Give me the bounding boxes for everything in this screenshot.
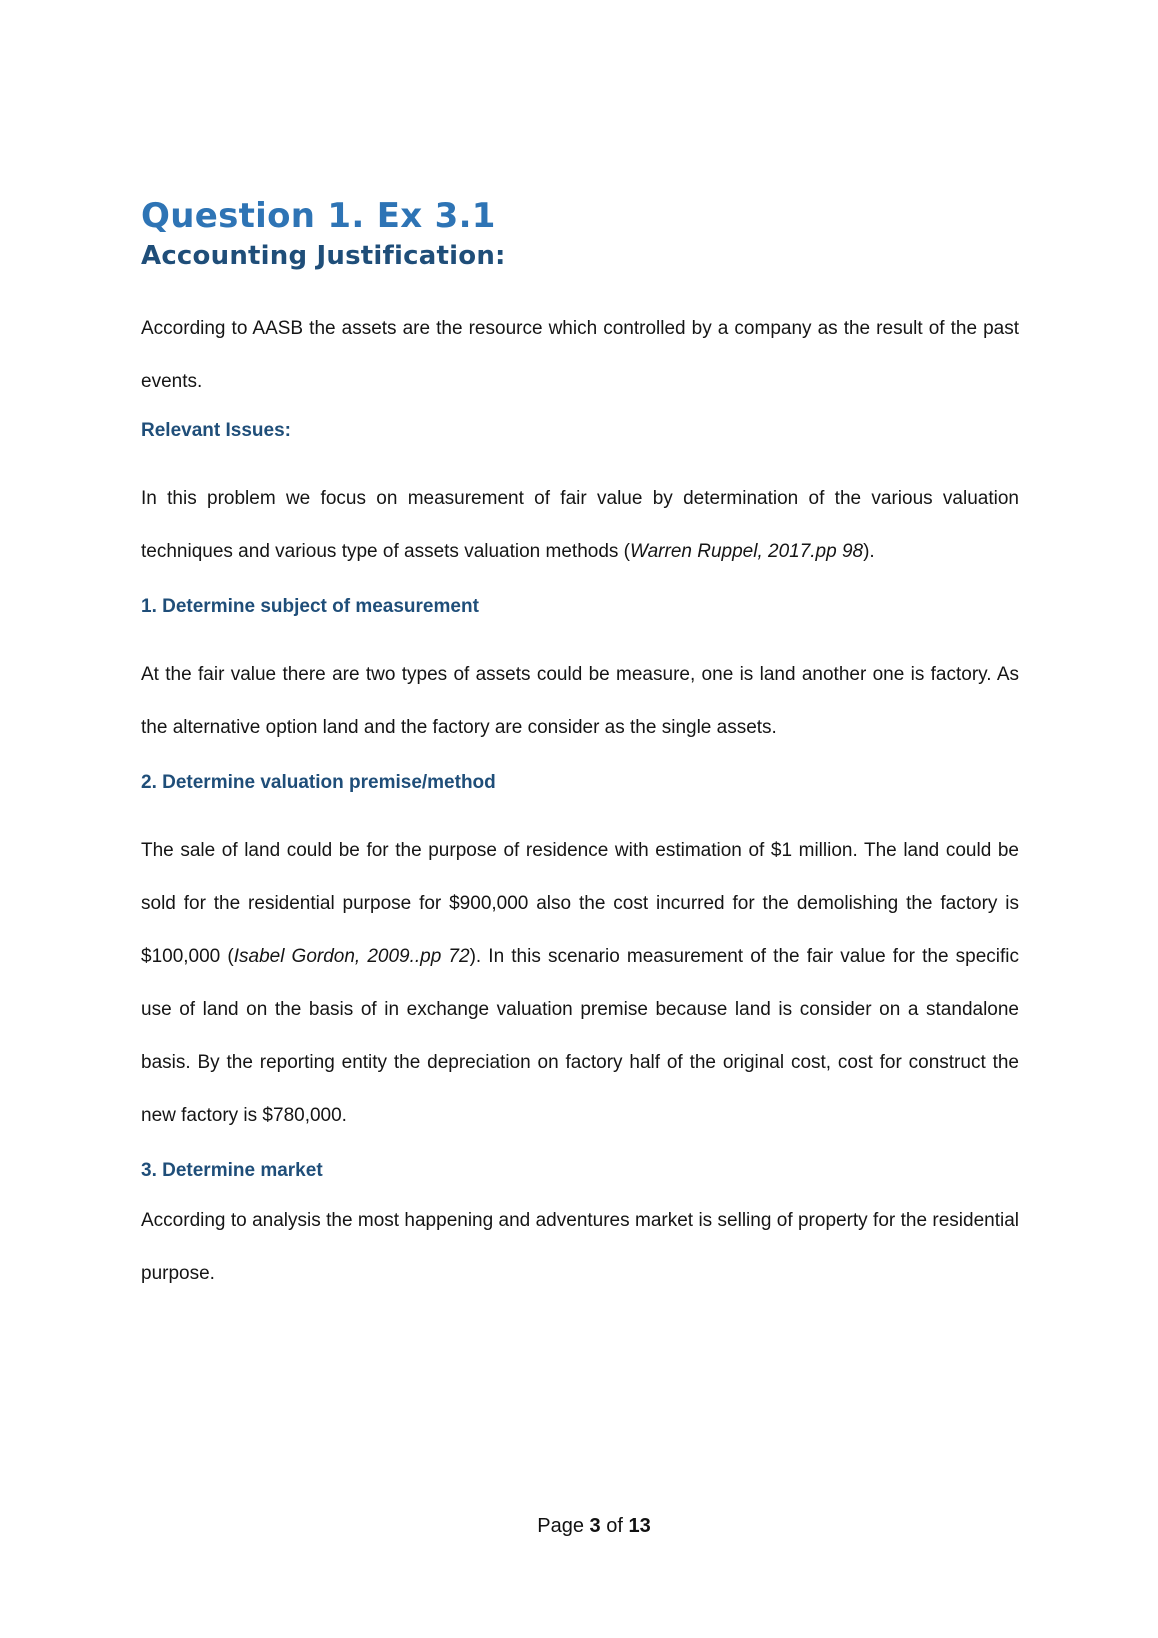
- citation: Warren Ruppel, 2017.pp 98: [630, 541, 864, 562]
- page-content: [141, 196, 1019, 1300]
- citation: Isabel Gordon, 2009..pp 72: [233, 946, 470, 967]
- section-paragraph-subject-of-measurement: At the fair value there are two types of assets could be measure, one is land another one is factory. As the alternative option land and the factory are consider as the single assets.: [141, 664, 1019, 738]
- intro-paragraph: According to AASB the assets are the resource which controlled by a company as the result of the past events.: [141, 318, 1019, 392]
- page-label: Page: [537, 1515, 584, 1537]
- section-paragraph-valuation-premise: [141, 824, 1019, 1142]
- section-heading-valuation-premise: 2. Determine valuation premise/method: [141, 772, 496, 793]
- page-subtitle: Accounting Justification:: [141, 241, 506, 271]
- relevant-issues-paragraph: [141, 472, 1019, 578]
- section-heading-determine-market: 3. Determine market: [141, 1160, 323, 1181]
- of-label: of: [606, 1515, 623, 1537]
- paragraph-text: ). In this scenario measurement of the fair value for the specific use of land on the basis of in exchange valuation premise because land is consider on a standalone basis. By the reporting entity the depreciation on factory half of the original cost, cost for construct the new factory is $780,000.: [141, 946, 1020, 1126]
- section-heading-subject-of-measurement: 1. Determine subject of measurement: [141, 596, 479, 617]
- page-title: Question 1. Ex 3.1: [141, 196, 496, 236]
- section-paragraph-determine-market: According to analysis the most happening and adventures market is selling of property for the residential purpose.: [141, 1210, 1019, 1284]
- relevant-issues-heading: Relevant Issues:: [141, 420, 291, 441]
- paragraph-text: ).: [863, 541, 875, 562]
- total-pages-number: 13: [628, 1515, 651, 1537]
- paragraph-text: In this problem we focus on measurement of fair value by determination of the various valuation techniques and various type of assets valuation methods (: [141, 488, 1019, 562]
- page-footer: [0, 1512, 1158, 1540]
- paragraph-text: The sale of land could be for the purpose of residence with estimation of $1 million. The land could be sold for the residential purpose for $900,000 also the cost incurred for the demolishing the factory is $100,000 (: [141, 840, 1019, 967]
- current-page-number: 3: [589, 1515, 601, 1537]
